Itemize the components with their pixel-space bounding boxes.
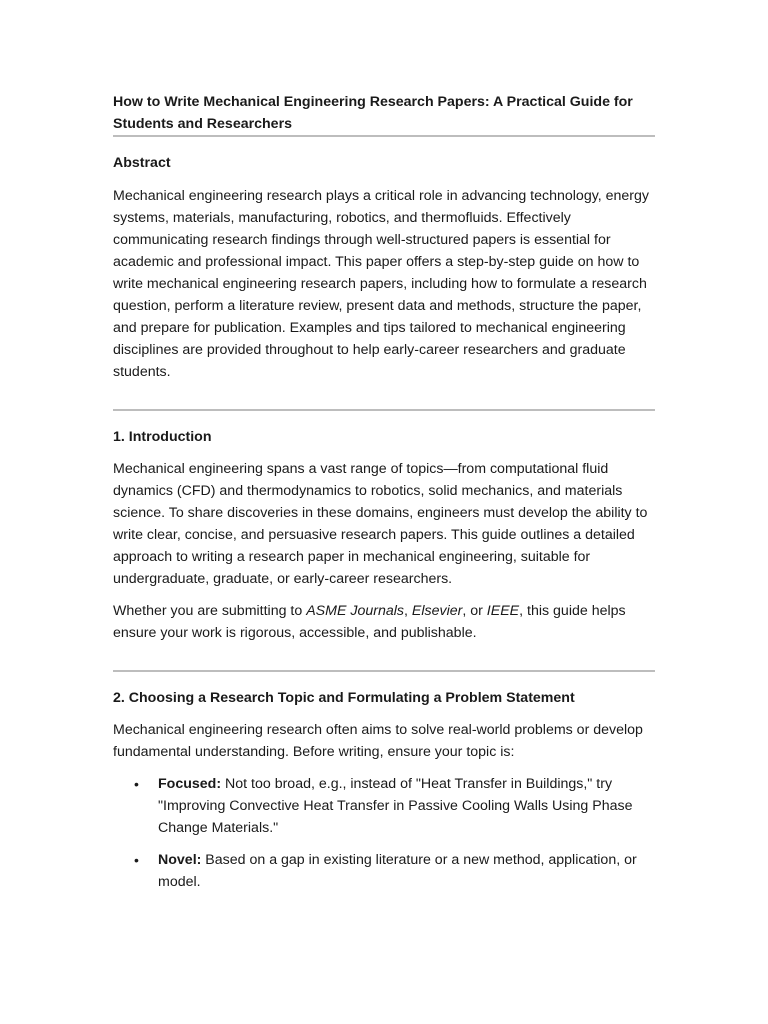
introduction-paragraph-2	[113, 600, 655, 644]
bullet-icon: •	[134, 852, 139, 868]
section-2-heading: 2. Choosing a Research Topic and Formulating a Problem Statement	[113, 690, 575, 706]
section-divider	[113, 670, 655, 672]
introduction-paragraph-1: Mechanical engineering spans a vast range of topics—from computational fluid dynamics (CFD) and thermodynamics to robotics, solid mechanics, and materials science. To share discoveries in these domains, engineers must develop the ability to write clear, concise, and persuasive research papers. This guide outlines a detailed approach to writing a research paper in mechanical engineering, suitable for undergraduate, graduate, or early-career researchers.	[113, 461, 648, 587]
abstract-text: Mechanical engineering research plays a critical role in advancing technology, energy systems, materials, manufacturing, robotics, and thermofluids. Effectively communicating research findings through well-structured papers is essential for academic and professional impact. This paper offers a step-by-step guide on how to write mechanical engineering research papers, including how to formulate a research question, perform a literature review, present data and methods, structure the paper, and prepare for publication. Examples and tips tailored to mechanical engineering disciplines are provided throughout to help early-career researchers and graduate students.	[113, 188, 650, 380]
introduction-heading: 1. Introduction	[113, 429, 212, 445]
journal-elsevier: Elsevier	[411, 603, 463, 619]
bullet-text: Not too broad, e.g., instead of "Heat Transfer in Buildings," try "Improving Convective Heat Transfer in Passive Cooling Walls Using Phase Change Materials."	[158, 776, 633, 836]
topic-criteria-list	[113, 773, 655, 893]
journal-ieee: IEEE	[486, 603, 520, 619]
document-title: How to Write Mechanical Engineering Research Papers: A Practical Guide for Students and Researchers	[113, 94, 633, 132]
intro-p2-prefix: Whether you are submitting to	[113, 603, 307, 619]
abstract-heading: Abstract	[113, 155, 171, 171]
journal-asme: ASME Journals	[306, 603, 404, 619]
intro-p2-sep2: , or	[462, 603, 487, 619]
intro-p2-sep1: ,	[403, 603, 412, 619]
section-divider	[113, 135, 655, 137]
document-page	[113, 88, 655, 893]
bullet-label: Focused:	[158, 776, 222, 792]
list-item	[113, 773, 655, 839]
bullet-icon: •	[134, 776, 139, 792]
bullet-text: Based on a gap in existing literature or a new method, application, or model.	[158, 852, 637, 890]
section-divider	[113, 409, 655, 411]
section-2-intro: Mechanical engineering research often aims to solve real-world problems or develop fundamental understanding. Before writing, ensure your topic is:	[113, 722, 643, 760]
intro-p2-suffix: , this guide helps ensure your work is rigorous, accessible, and publishable.	[113, 603, 626, 641]
bullet-label: Novel:	[158, 852, 202, 868]
list-item	[113, 849, 655, 893]
